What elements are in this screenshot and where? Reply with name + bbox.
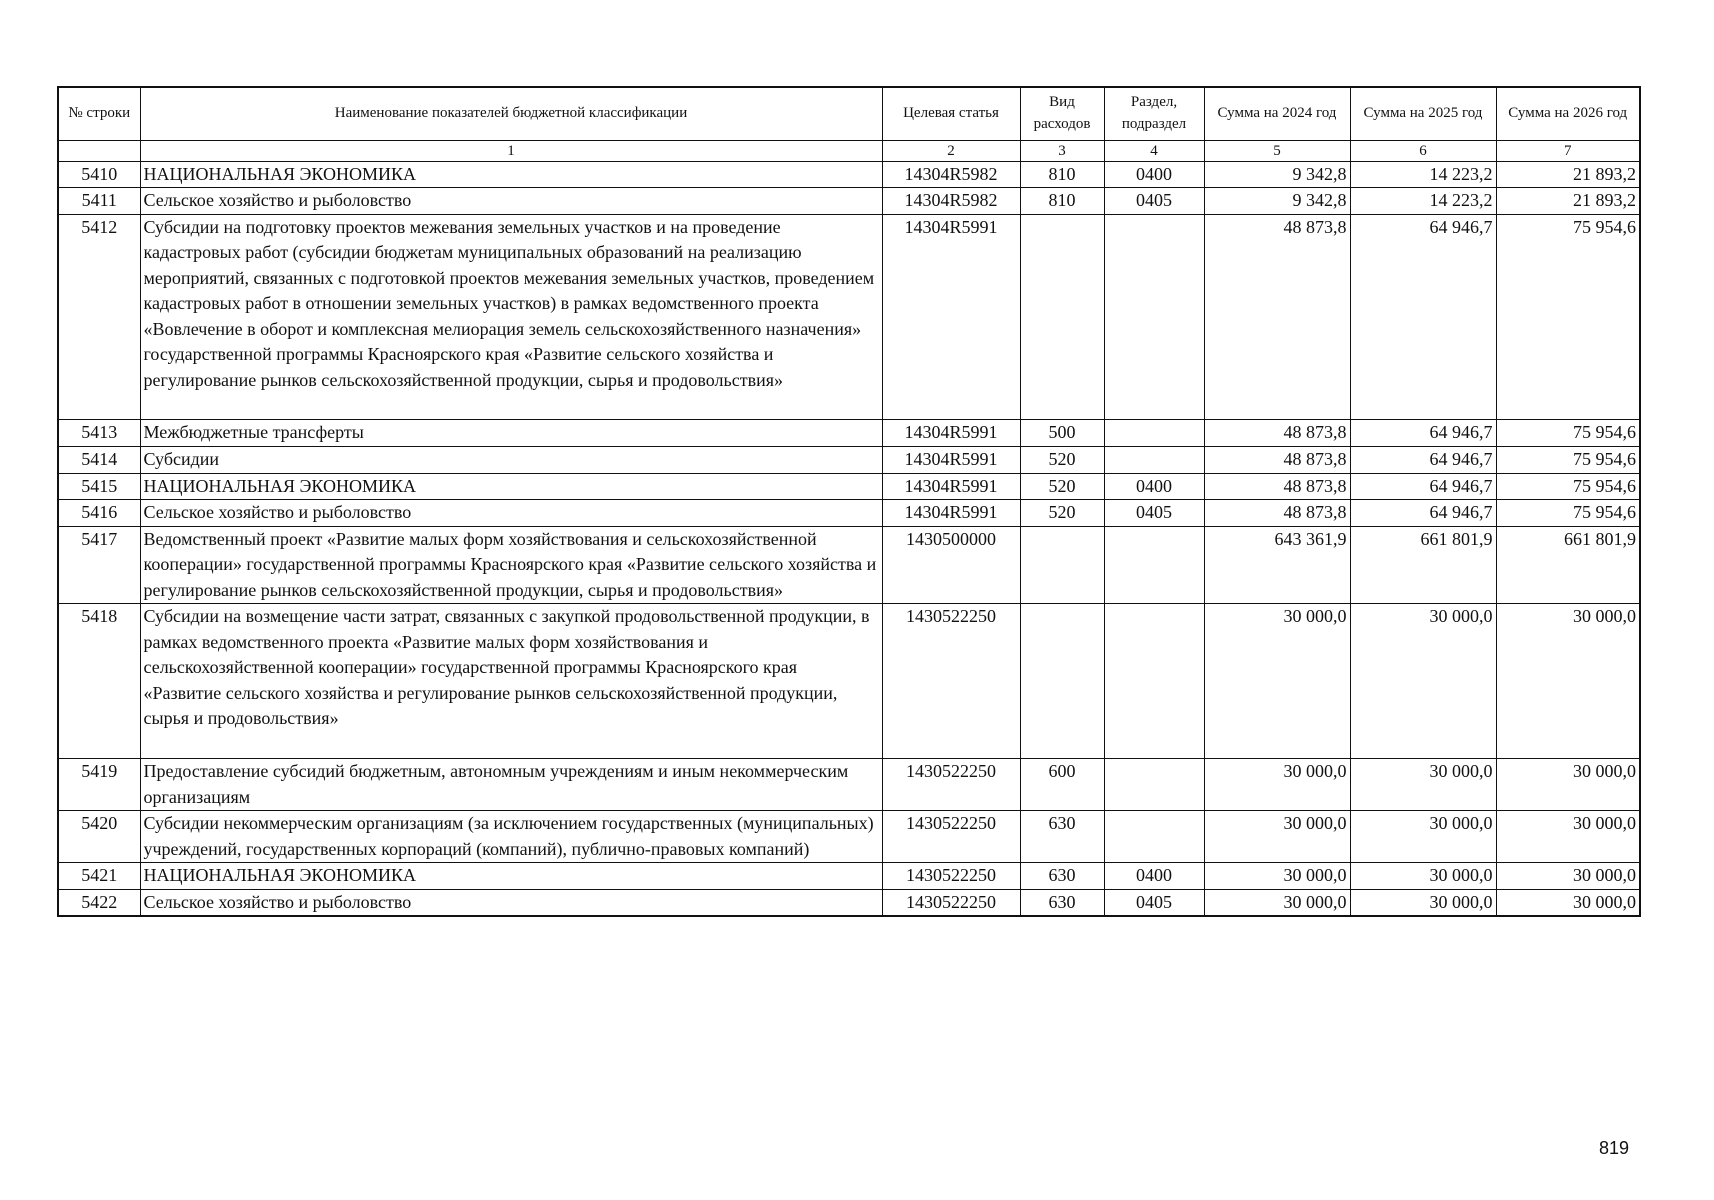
row-name: Межбюджетные трансферты xyxy=(140,420,882,447)
row-number: 5419 xyxy=(58,758,140,810)
header-row-number: № строки xyxy=(58,87,140,140)
row-target-article: 1430522250 xyxy=(882,863,1020,890)
row-expense-type: 520 xyxy=(1020,473,1104,500)
table-row xyxy=(58,188,1640,215)
row-target-article: 14304R5991 xyxy=(882,214,1020,420)
row-section xyxy=(1104,811,1204,863)
row-sum-2026: 75 954,6 xyxy=(1496,420,1640,447)
column-number: 7 xyxy=(1496,140,1640,161)
column-number: 5 xyxy=(1204,140,1350,161)
row-target-article: 1430522250 xyxy=(882,811,1020,863)
row-sum-2024: 30 000,0 xyxy=(1204,811,1350,863)
row-expense-type: 810 xyxy=(1020,161,1104,188)
row-sum-2025: 64 946,7 xyxy=(1350,446,1496,473)
table-row xyxy=(58,446,1640,473)
table-row xyxy=(58,889,1640,916)
row-sum-2024: 30 000,0 xyxy=(1204,604,1350,759)
column-number: 4 xyxy=(1104,140,1204,161)
row-sum-2026: 75 954,6 xyxy=(1496,473,1640,500)
row-sum-2025: 14 223,2 xyxy=(1350,188,1496,215)
row-sum-2024: 48 873,8 xyxy=(1204,420,1350,447)
row-sum-2026: 30 000,0 xyxy=(1496,758,1640,810)
column-number: 6 xyxy=(1350,140,1496,161)
row-expense-type xyxy=(1020,526,1104,604)
table-row xyxy=(58,214,1640,420)
row-name: НАЦИОНАЛЬНАЯ ЭКОНОМИКА xyxy=(140,863,882,890)
row-section xyxy=(1104,604,1204,759)
row-sum-2025: 30 000,0 xyxy=(1350,863,1496,890)
page-number: 819 xyxy=(1599,1138,1630,1158)
row-name: НАЦИОНАЛЬНАЯ ЭКОНОМИКА xyxy=(140,473,882,500)
row-sum-2025: 64 946,7 xyxy=(1350,500,1496,527)
column-number xyxy=(58,140,140,161)
budget-sheet xyxy=(57,86,1639,917)
table-row xyxy=(58,811,1640,863)
table-row xyxy=(58,161,1640,188)
row-expense-type: 500 xyxy=(1020,420,1104,447)
row-sum-2026: 75 954,6 xyxy=(1496,500,1640,527)
row-sum-2024: 30 000,0 xyxy=(1204,889,1350,916)
table-row xyxy=(58,758,1640,810)
row-number: 5415 xyxy=(58,473,140,500)
row-sum-2024: 30 000,0 xyxy=(1204,863,1350,890)
row-number: 5420 xyxy=(58,811,140,863)
row-sum-2025: 30 000,0 xyxy=(1350,604,1496,759)
row-sum-2025: 64 946,7 xyxy=(1350,420,1496,447)
row-target-article: 14304R5991 xyxy=(882,500,1020,527)
row-target-article: 1430500000 xyxy=(882,526,1020,604)
row-sum-2024: 9 342,8 xyxy=(1204,161,1350,188)
header-sum-2024: Сумма на 2024 год xyxy=(1204,87,1350,140)
row-sum-2026: 21 893,2 xyxy=(1496,161,1640,188)
row-sum-2026: 75 954,6 xyxy=(1496,214,1640,420)
table-row xyxy=(58,420,1640,447)
row-sum-2024: 643 361,9 xyxy=(1204,526,1350,604)
header-expense-type: Вид расходов xyxy=(1020,87,1104,140)
row-section: 0405 xyxy=(1104,500,1204,527)
column-number: 1 xyxy=(140,140,882,161)
row-number: 5411 xyxy=(58,188,140,215)
header-sum-2026: Сумма на 2026 год xyxy=(1496,87,1640,140)
row-sum-2025: 661 801,9 xyxy=(1350,526,1496,604)
row-sum-2025: 14 223,2 xyxy=(1350,161,1496,188)
row-name: Ведомственный проект «Развитие малых форм хозяйствования и сельскохозяйственной кооперации» государственной программы Красноярского края «Развитие сельского хозяйства и регулирование рынков сельскохозяйственной продукции, сырья и продовольствия» xyxy=(140,526,882,604)
row-expense-type: 630 xyxy=(1020,863,1104,890)
row-sum-2026: 21 893,2 xyxy=(1496,188,1640,215)
table-row xyxy=(58,526,1640,604)
row-name: Сельское хозяйство и рыболовство xyxy=(140,500,882,527)
budget-table xyxy=(57,86,1641,917)
row-section xyxy=(1104,526,1204,604)
column-numbers-row xyxy=(58,140,1640,161)
row-section: 0405 xyxy=(1104,889,1204,916)
table-row xyxy=(58,500,1640,527)
row-section: 0405 xyxy=(1104,188,1204,215)
row-sum-2025: 30 000,0 xyxy=(1350,811,1496,863)
row-number: 5412 xyxy=(58,214,140,420)
row-sum-2024: 48 873,8 xyxy=(1204,473,1350,500)
row-target-article: 1430522250 xyxy=(882,889,1020,916)
row-section xyxy=(1104,420,1204,447)
row-sum-2026: 30 000,0 xyxy=(1496,889,1640,916)
row-section xyxy=(1104,214,1204,420)
row-number: 5410 xyxy=(58,161,140,188)
row-number: 5421 xyxy=(58,863,140,890)
table-row xyxy=(58,473,1640,500)
row-sum-2025: 30 000,0 xyxy=(1350,889,1496,916)
column-number: 2 xyxy=(882,140,1020,161)
row-number: 5418 xyxy=(58,604,140,759)
row-target-article: 14304R5982 xyxy=(882,188,1020,215)
row-number: 5413 xyxy=(58,420,140,447)
row-section: 0400 xyxy=(1104,863,1204,890)
row-section: 0400 xyxy=(1104,473,1204,500)
column-number: 3 xyxy=(1020,140,1104,161)
row-section xyxy=(1104,446,1204,473)
header-sum-2025: Сумма на 2025 год xyxy=(1350,87,1496,140)
row-name: Субсидии некоммерческим организациям (за исключением государственных (муниципальных) учреждений, государственных корпораций (компаний), публично-правовых компаний) xyxy=(140,811,882,863)
header-row xyxy=(58,87,1640,140)
table-row xyxy=(58,863,1640,890)
row-section: 0400 xyxy=(1104,161,1204,188)
row-number: 5416 xyxy=(58,500,140,527)
row-name: НАЦИОНАЛЬНАЯ ЭКОНОМИКА xyxy=(140,161,882,188)
row-name: Субсидии xyxy=(140,446,882,473)
row-expense-type xyxy=(1020,604,1104,759)
row-sum-2024: 48 873,8 xyxy=(1204,446,1350,473)
row-number: 5414 xyxy=(58,446,140,473)
row-sum-2024: 48 873,8 xyxy=(1204,500,1350,527)
row-sum-2025: 64 946,7 xyxy=(1350,214,1496,420)
row-target-article: 14304R5991 xyxy=(882,473,1020,500)
row-target-article: 1430522250 xyxy=(882,758,1020,810)
row-name: Сельское хозяйство и рыболовство xyxy=(140,889,882,916)
row-expense-type: 630 xyxy=(1020,811,1104,863)
header-name: Наименование показателей бюджетной классификации xyxy=(140,87,882,140)
row-sum-2026: 661 801,9 xyxy=(1496,526,1640,604)
row-expense-type: 520 xyxy=(1020,446,1104,473)
row-expense-type: 630 xyxy=(1020,889,1104,916)
row-number: 5422 xyxy=(58,889,140,916)
row-name: Предоставление субсидий бюджетным, автономным учреждениям и иным некоммерческим организациям xyxy=(140,758,882,810)
row-section xyxy=(1104,758,1204,810)
row-sum-2025: 64 946,7 xyxy=(1350,473,1496,500)
row-sum-2024: 48 873,8 xyxy=(1204,214,1350,420)
header-target-article: Целевая статья xyxy=(882,87,1020,140)
row-sum-2024: 30 000,0 xyxy=(1204,758,1350,810)
row-target-article: 1430522250 xyxy=(882,604,1020,759)
row-expense-type: 600 xyxy=(1020,758,1104,810)
row-sum-2026: 30 000,0 xyxy=(1496,811,1640,863)
row-target-article: 14304R5991 xyxy=(882,420,1020,447)
row-number: 5417 xyxy=(58,526,140,604)
row-sum-2026: 30 000,0 xyxy=(1496,604,1640,759)
row-expense-type xyxy=(1020,214,1104,420)
row-name: Субсидии на подготовку проектов межевания земельных участков и на проведение кадастровых работ (субсидии бюджетам муниципальных образований на реализацию мероприятий, связанных с подготовкой проектов межевания земельных участков, проведением кадастровых работ в отношении земельных участков) в рамках ведомственного проекта «Вовлечение в оборот и комплексная мелиорация земель сельскохозяйственного назначения» государственной программы Красноярского края «Развитие сельского хозяйства и регулирование рынков сельскохозяйственной продукции, сырья и продовольствия» xyxy=(140,214,882,420)
row-name: Субсидии на возмещение части затрат, связанных с закупкой продовольственной продукции, в рамках ведомственного проекта «Развитие малых форм хозяйствования и сельскохозяйственной кооперации» государственной программы Красноярского края «Развитие сельского хозяйства и регулирование рынков сельскохозяйственной продукции, сырья и продовольствия» xyxy=(140,604,882,759)
row-sum-2026: 30 000,0 xyxy=(1496,863,1640,890)
table-row xyxy=(58,604,1640,759)
row-target-article: 14304R5982 xyxy=(882,161,1020,188)
row-expense-type: 520 xyxy=(1020,500,1104,527)
row-sum-2026: 75 954,6 xyxy=(1496,446,1640,473)
header-section: Раздел, подраздел xyxy=(1104,87,1204,140)
row-target-article: 14304R5991 xyxy=(882,446,1020,473)
row-expense-type: 810 xyxy=(1020,188,1104,215)
row-name: Сельское хозяйство и рыболовство xyxy=(140,188,882,215)
row-sum-2025: 30 000,0 xyxy=(1350,758,1496,810)
row-sum-2024: 9 342,8 xyxy=(1204,188,1350,215)
